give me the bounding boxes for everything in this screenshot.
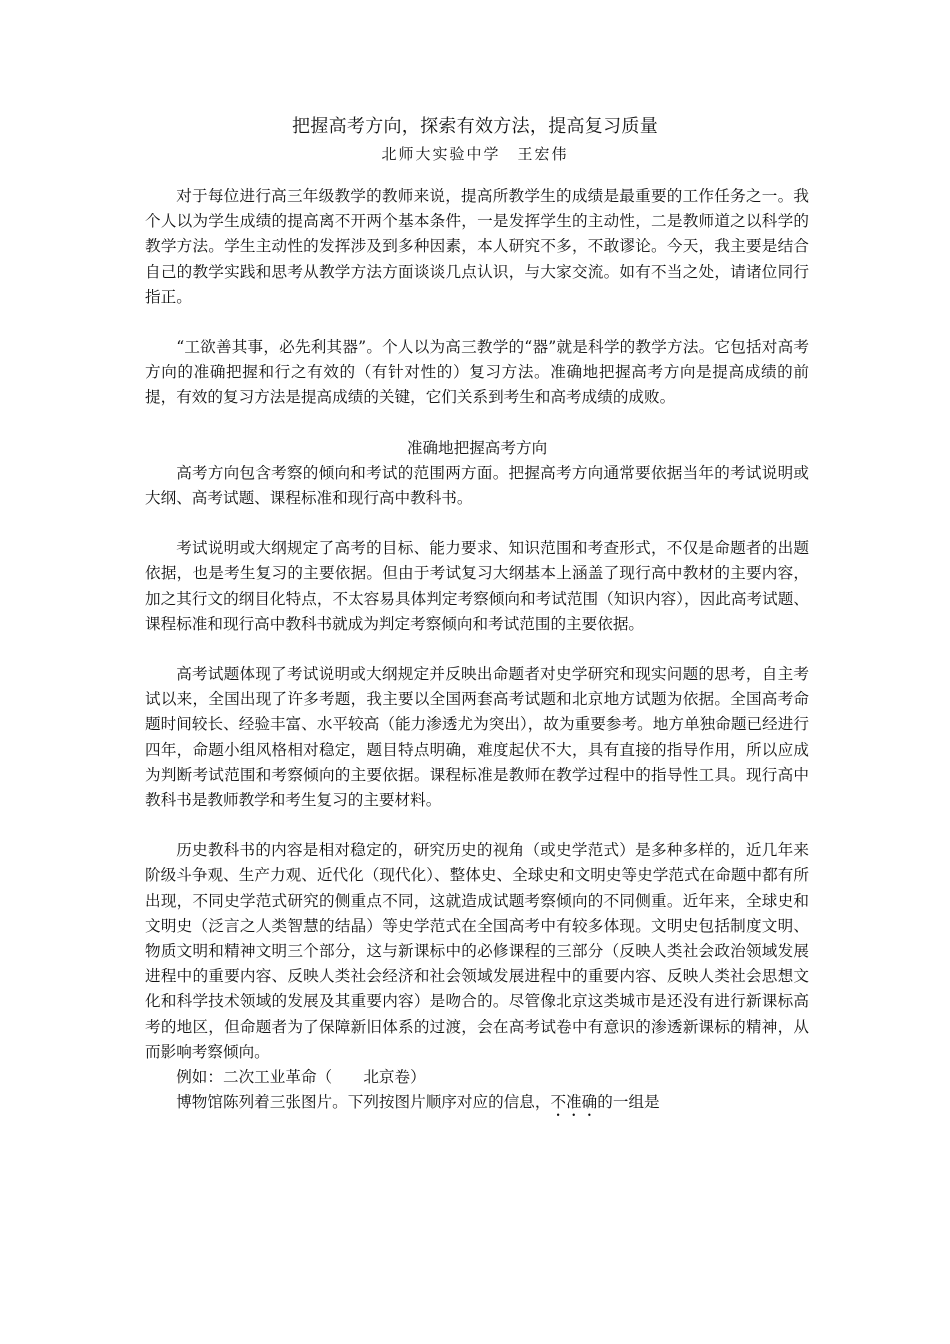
example-line: 例如：二次工业革命（ 北京卷） — [176, 1068, 426, 1087]
paragraph-gap — [145, 411, 809, 436]
document-body — [145, 184, 809, 1120]
question-line — [145, 1090, 809, 1120]
paragraph-intro: 对于每位进行高三年级教学的教师来说，提高所教学生的成绩是最重要的工作任务之一。我个人以为学生成绩的提高离不开两个基本条件，一是发挥学生的主动性，二是教师道之以科学的教学方法。学生主动性的发挥涉及到多种因素，本人研究不多，不敢谬论。今天，我主要是结合自己的教学实践和思考从教学方法方面谈谈几点认识，与大家交流。如有不当之处，请诸位同行指正。 — [145, 187, 809, 306]
question-tail: 的一组是 — [597, 1093, 660, 1112]
document-title: 把握高考方向，探索有效方法，提高复习质量 — [292, 116, 658, 137]
paragraph-gap — [145, 637, 809, 662]
paragraph-method: “工欲善其事，必先利其器”。个人以为高三教学的“器”就是科学的教学方法。它包括对高考方向的准确把握和行之有效的（有针对性的）复习方法。准确地把握高考方向是提高成绩的前提，有效的复习方法是提高成绩的关键，它们关系到考生和高考成绩的成败。 — [145, 338, 809, 407]
question-lead: 博物馆陈列着三张图片。下列按图片顺序对应的信息， — [176, 1093, 551, 1112]
section-heading: 准确地把握高考方向 — [406, 438, 548, 457]
paragraph-direction: 高考方向包含考察的倾向和考试的范围两方面。把握高考方向通常要依据当年的考试说明或大纲、高考试题、课程标准和现行高中教科书。 — [145, 463, 809, 508]
document-author: 北师大实验中学 王宏伟 — [381, 145, 569, 163]
paragraph-gap — [145, 511, 809, 536]
paragraph-exam-questions: 高考试题体现了考试说明或大纲规定并反映出命题者对史学研究和现实问题的思考，自主考试以来，全国出现了许多考题，我主要以全国两套高考试题和北京地方试题为依据。全国高考命题时间较长、经验丰富、水平较高（能力渗透尤为突出），故为重要参考。地方单独命题已经进行四年，命题小组风格相对稳定，题目特点明确，难度起伏不大，具有直接的指导作用，所以应成为判断考试范围和考察倾向的主要依据。课程标准是教师在教学过程中的指导性工具。现行高中教科书是教师教学和考生复习的主要材料。 — [145, 665, 809, 810]
paragraph-gap — [145, 813, 809, 838]
paragraph-gap — [145, 310, 809, 335]
paragraph-textbook: 历史教科书的内容是相对稳定的，研究历史的视角（或史学范式）是多种多样的，近几年来阶级斗争观、生产力观、近代化（现代化）、整体史、全球史和文明史等史学范式在命题中都有所出现，不同史学范式研究的侧重点不同，这就造成试题考察倾向的不同侧重。近年来，全球史和文明史（泛言之人类智慧的结晶）等史学范式在全国高考中有较多体现。文明史包括制度文明、物质文明和精神文明三个部分，这与新课标中的必修课程的三部分（反映人类社会政治领域发展进程中的重要内容、反映人类社会经济和社会领域发展进程中的重要内容、反映人类社会思想文化和科学技术领域的发展及其重要内容）是吻合的。尽管像北京这类城市是还没有进行新课标高考的地区，但命题者为了保障新旧体系的过渡，会在高考试卷中有意识的渗透新课标的精神，从而影响考察倾向。 — [145, 841, 809, 1061]
paragraph-syllabus: 考试说明或大纲规定了高考的目标、能力要求、知识范围和考查形式，不仅是命题者的出题依据，也是考生复习的主要依据。但由于考试复习大纲基本上涵盖了现行高中教材的主要内容，加之其行文的纲目化特点，不太容易具体判定考察倾向和考试范围（知识内容），因此高考试题、课程标准和现行高中教科书就成为判定考察倾向和考试范围的主要依据。 — [145, 539, 809, 633]
question-emphasis: 不准确 — [550, 1093, 598, 1112]
